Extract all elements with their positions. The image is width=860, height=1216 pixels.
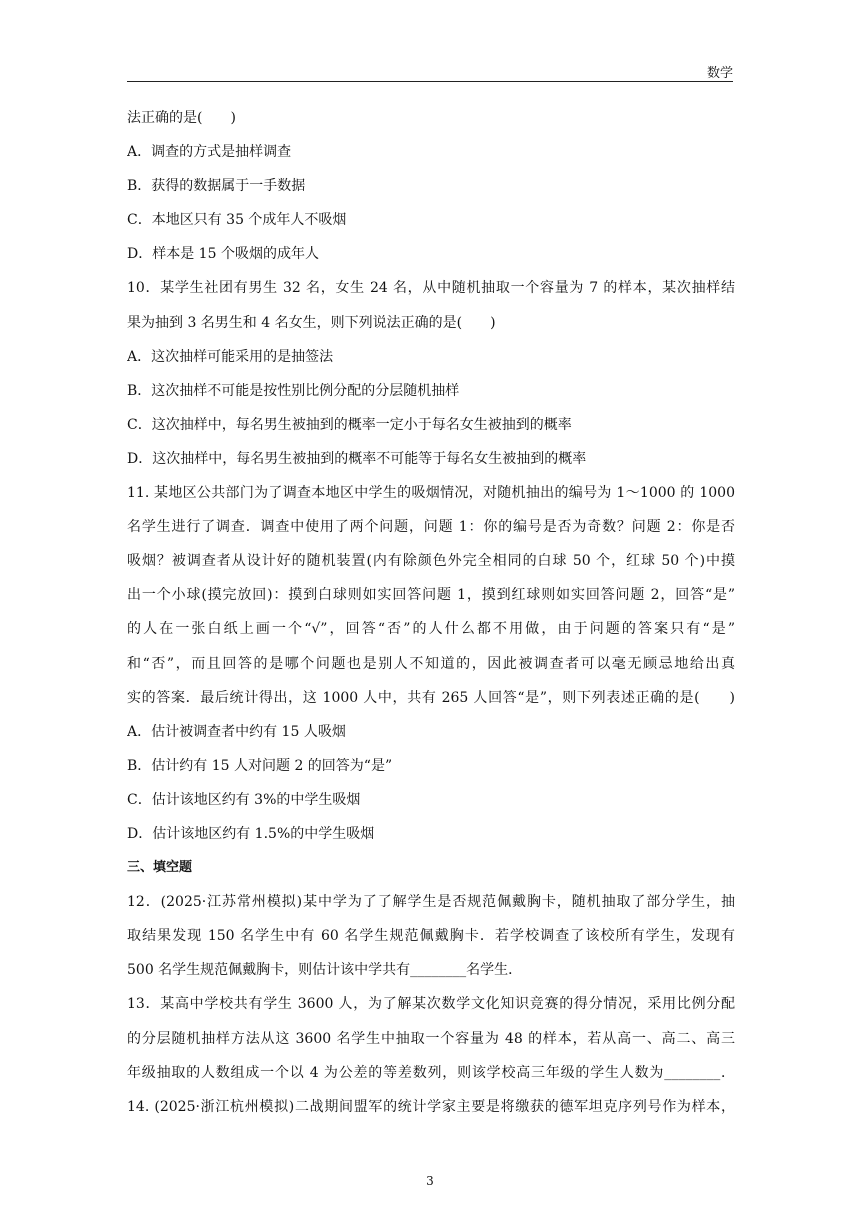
text-line: A．调查的方式是抽样调查 — [127, 144, 292, 161]
text-line: 的分层随机抽样方法从这 3600 名学生中抽取一个容量为 48 的样本，若从高一、高二、高三 — [127, 1030, 735, 1047]
section-heading: 三、填空题 — [127, 860, 193, 876]
text-line: B．这次抽样不可能是按性别比例分配的分层随机抽样 — [127, 382, 460, 399]
header-rule — [127, 81, 733, 82]
text-line: C．本地区只有 35 个成年人不吸烟 — [127, 212, 347, 229]
text-line: 出一个小球(摸完放回)：摸到白球则如实回答问题 1，摸到红球则如实回答问题 2，回答“是” — [127, 587, 735, 604]
text-line: 名学生进行了调查．调查中使用了两个问题，问题 1：你的编号是否为奇数？问题 2：你是否 — [127, 519, 735, 536]
text-line: 取结果发现 150 名学生中有 60 名学生规范佩戴胸卡．若学校调查了该校所有学生，发现有 — [127, 928, 735, 945]
text-line: 14. (2025·浙江杭州模拟)二战期间盟军的统计学家主要是将缴获的德军坦克序列号作为样本， — [127, 1098, 735, 1115]
text-line: 12．(2025·江苏常州模拟)某中学为了了解学生是否规范佩戴胸卡，随机抽取了部分学生，抽 — [127, 894, 735, 911]
header-subject: 数学 — [706, 66, 733, 81]
text-line: 500 名学生规范佩戴胸卡，则估计该中学共有________名学生． — [127, 962, 523, 979]
text-line: 11. 某地区公共部门为了调查本地区中学生的吸烟情况，对随机抽出的编号为 1～1000 的 1000 — [127, 485, 735, 502]
text-line: 的人在一张白纸上画一个“√”，回答“否”的人什么都不用做，由于问题的答案只有“是” — [127, 621, 735, 638]
text-line: 13．某高中学校共有学生 3600 人，为了解某次数学文化知识竞赛的得分情况，采用比例分配 — [127, 996, 735, 1013]
text-line: 和“否”，而且回答的是哪个问题也是别人不知道的，因此被调查者可以毫无顾忌地给出真 — [127, 655, 735, 672]
text-line: A．估计被调查者中约有 15 人吸烟 — [127, 723, 346, 740]
text-line: 实的答案．最后统计得出，这 1000 人中，共有 265 人回答“是”，则下列表述正确的是( ) — [127, 689, 735, 706]
text-line: D．估计该地区约有 1.5%的中学生吸烟 — [127, 825, 375, 842]
text-line: B．获得的数据属于一手数据 — [127, 178, 306, 195]
text-line: A．这次抽样可能采用的是抽签法 — [127, 348, 334, 365]
text-line: C．估计该地区约有 3%的中学生吸烟 — [127, 791, 361, 808]
text-line: 10．某学生社团有男生 32 名，女生 24 名，从中随机抽取一个容量为 7 的样本，某次抽样结 — [127, 280, 735, 297]
document-body — [127, 108, 735, 1131]
text-line: 吸烟？被调查者从设计好的随机装置(内有除颜色外完全相同的白球 50 个，红球 50 个)中摸 — [127, 553, 735, 570]
text-line: D．样本是 15 个吸烟的成年人 — [127, 246, 319, 263]
text-line: C．这次抽样中，每名男生被抽到的概率一定小于每名女生被抽到的概率 — [127, 416, 572, 433]
text-line: D．这次抽样中，每名男生被抽到的概率不可能等于每名女生被抽到的概率 — [127, 450, 587, 467]
text-line: 果为抽到 3 名男生和 4 名女生，则下列说法正确的是( ) — [127, 314, 496, 331]
page-number: 3 — [426, 1174, 434, 1188]
text-line: 年级抽取的人数组成一个以 4 为公差的等差数列，则该学校高三年级的学生人数为________． — [127, 1064, 735, 1081]
text-line: B．估计约有 15 人对问题 2 的回答为“是” — [127, 757, 393, 774]
text-line: 法正确的是( ) — [127, 110, 236, 126]
